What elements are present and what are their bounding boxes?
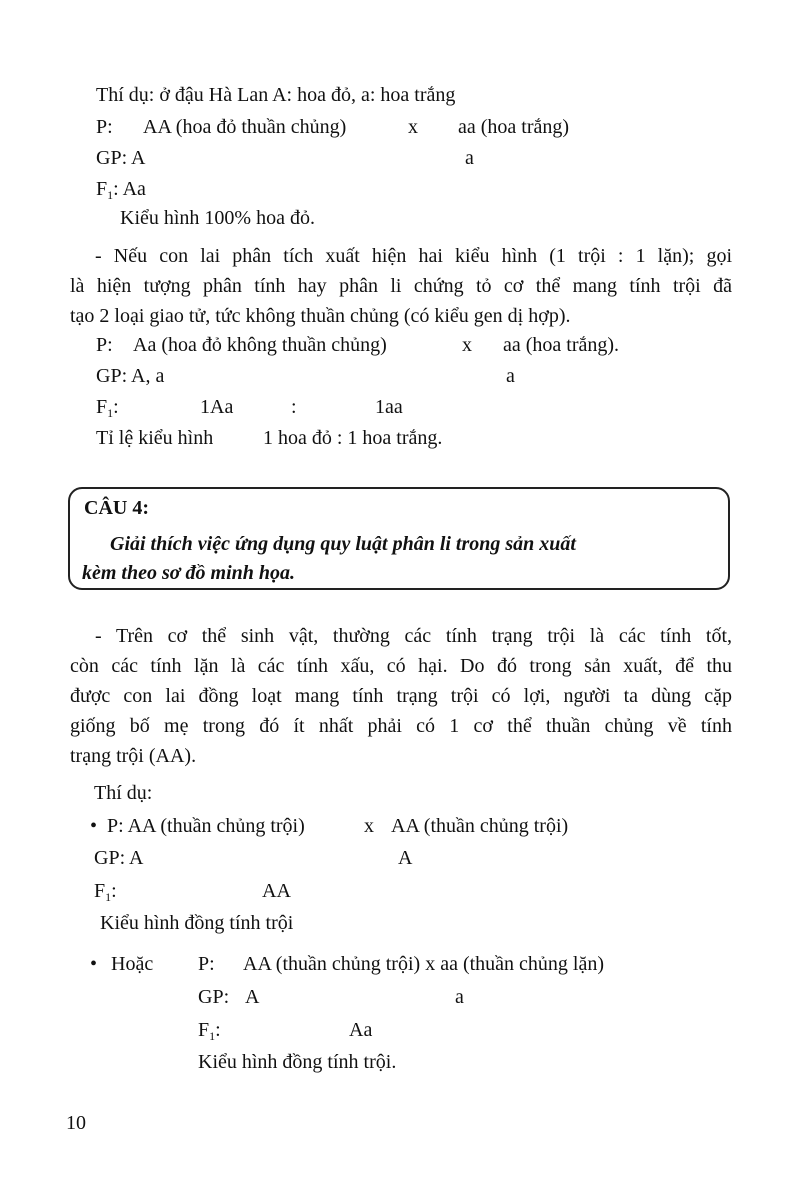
example1-gp-right: a — [465, 147, 474, 169]
f1-colon: : — [111, 880, 117, 902]
example2-p-right: aa (hoa trắng). — [503, 334, 620, 356]
bullet-icon: • — [90, 815, 98, 837]
example3-f1-value: AA — [262, 880, 291, 902]
f1-colon: : — [215, 1019, 221, 1041]
example3-p-line: P: AA (thuần chủng trội) — [107, 815, 305, 837]
f1-label: F — [198, 1019, 210, 1041]
example1-cross: x — [408, 116, 418, 138]
example2-f1 — [96, 395, 119, 425]
example1-phenotype: Kiểu hình 100% hoa đỏ. — [120, 207, 315, 229]
example3-phenotype: Kiểu hình đồng tính trội — [100, 912, 294, 934]
example3-gp: GP: A — [94, 847, 144, 869]
example2-gp-right: a — [506, 365, 515, 387]
paragraph-2-line: giống bố mẹ trong đó ít nhất phải có 1 cơ thể thuần chủng về tính — [70, 715, 732, 737]
question-line-2: kèm theo sơ đồ minh họa. — [82, 562, 295, 584]
example4-or: Hoặc — [111, 953, 154, 975]
paragraph-2 — [70, 621, 732, 771]
example3-f1 — [94, 879, 117, 909]
example4-gp-right: a — [455, 986, 464, 1008]
f1-subscript: 1 — [107, 406, 114, 420]
paragraph-1-line: tạo 2 loại giao tử, tức không thuần chủng (có kiểu gen dị hợp). — [70, 305, 571, 327]
paragraph-1-line: - Nếu con lai phân tích xuất hiện hai kiểu hình (1 trội : 1 lặn); gọi — [95, 245, 732, 267]
example4-f1-value: Aa — [349, 1019, 373, 1041]
page-number: 10 — [66, 1112, 86, 1134]
example2-ratio-label: Tỉ lệ kiểu hình — [96, 427, 214, 449]
example4-phenotype: Kiểu hình đồng tính trội. — [198, 1051, 397, 1073]
example1-p-left: AA (hoa đỏ thuần chủng) — [143, 116, 347, 138]
example4-gp-label: GP: — [198, 986, 230, 1008]
example1-p-right: aa (hoa trắng) — [458, 116, 570, 138]
example4-p-value: AA (thuần chủng trội) x aa (thuần chủng lặn) — [243, 953, 605, 975]
example2-p-label: P: — [96, 334, 113, 356]
f1-colon: : — [113, 396, 119, 418]
example4-gp-left: A — [245, 986, 260, 1008]
example2-f1-right: 1aa — [375, 396, 403, 418]
paragraph-2-line: - Trên cơ thể sinh vật, thường các tính trạng trội là các tính tốt, — [95, 625, 732, 647]
question-box — [68, 487, 730, 590]
paragraph-2-line: còn các tính lặn là các tính xấu, có hại. Do đó trong sản xuất, để thu — [70, 655, 732, 677]
f1-label: F — [96, 396, 108, 418]
example2-cross: x — [462, 334, 472, 356]
f1-label: F — [94, 880, 106, 902]
example1-gp: GP: A — [96, 147, 146, 169]
example3-cross: x — [364, 815, 374, 837]
paragraph-1 — [70, 241, 732, 331]
f1-subscript: 1 — [107, 188, 114, 202]
example2-p-left: Aa (hoa đỏ không thuần chủng) — [133, 334, 387, 356]
example2-ratio-value: 1 hoa đỏ : 1 hoa trắng. — [263, 427, 443, 449]
f1-value: : Aa — [113, 178, 146, 200]
example3-intro: Thí dụ: — [94, 782, 153, 804]
paragraph-1-line: là hiện tượng phân tính hay phân li chứng tỏ cơ thể mang tính trội đã — [70, 275, 732, 297]
example4-f1 — [198, 1018, 221, 1048]
example1-p-label: P: — [96, 116, 113, 138]
question-line-1: Giải thích việc ứng dụng quy luật phân li trong sản xuất — [110, 533, 576, 555]
f1-subscript: 1 — [105, 890, 112, 904]
example3-gp-right: A — [398, 847, 413, 869]
example2-gp: GP: A, a — [96, 365, 165, 387]
paragraph-2-line: được con lai đồng loạt mang tính trạng trội có lợi, người ta dùng cặp — [70, 685, 732, 707]
example2-f1-sep: : — [291, 396, 297, 418]
paragraph-2-line: trạng trội (AA). — [70, 745, 197, 767]
f1-label: F — [96, 178, 108, 200]
example4-p-label: P: — [198, 953, 215, 975]
example1-intro: Thí dụ: ở đậu Hà Lan A: hoa đỏ, a: hoa trắng — [96, 84, 456, 106]
example1-f1 — [96, 177, 146, 207]
question-title: CÂU 4: — [84, 497, 149, 519]
f1-subscript: 1 — [209, 1029, 216, 1043]
example2-f1-left: 1Aa — [200, 396, 234, 418]
bullet-icon: • — [90, 953, 98, 975]
example3-p-right: AA (thuần chủng trội) — [391, 815, 569, 837]
